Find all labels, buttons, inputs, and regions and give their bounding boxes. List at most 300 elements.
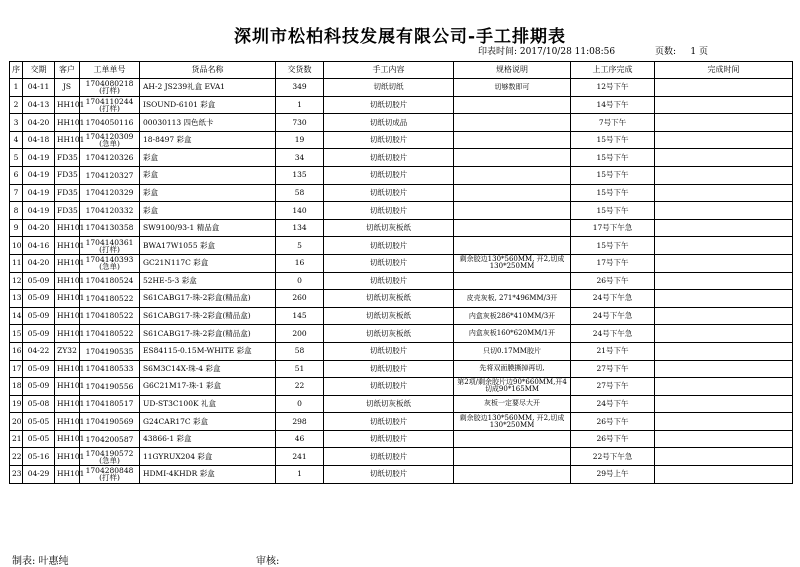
cell-customer: HH101 — [55, 114, 80, 132]
cell-prev: 15号下午 — [571, 131, 655, 149]
cell-prev: 24号下午急 — [571, 290, 655, 308]
cell-order — [80, 395, 140, 413]
page-value: 1 页 — [690, 47, 708, 57]
order-number: 1704190569 — [85, 417, 134, 427]
cell-seq: 21 — [10, 430, 23, 448]
order-number: 1704120329 — [85, 188, 134, 198]
cell-qty: 16 — [276, 254, 324, 272]
cell-name: 52HE-5-3 彩盒 — [140, 272, 276, 290]
order-number: 1704110244 — [85, 96, 134, 106]
cell-date: 04-19 — [23, 202, 55, 220]
table-row — [10, 166, 793, 184]
cell-qty: 0 — [276, 272, 324, 290]
cell-content: 切纸切胶片 — [324, 342, 454, 360]
cell-prev: 15号下午 — [571, 184, 655, 202]
table-row — [10, 395, 793, 413]
schedule-table — [9, 61, 793, 484]
order-number: 1704180524 — [85, 276, 134, 286]
cell-content: 切纸切灰板纸 — [324, 290, 454, 308]
cell-customer: HH101 — [55, 395, 80, 413]
order-number: 1704130358 — [85, 223, 134, 233]
cell-spec — [454, 96, 571, 114]
cell-done — [655, 202, 793, 220]
order-note: (急单) — [99, 262, 120, 272]
cell-date: 04-20 — [23, 254, 55, 272]
cell-content: 切纸切灰板纸 — [324, 219, 454, 237]
cell-customer: JS — [55, 79, 80, 97]
table-row — [10, 114, 793, 132]
cell-content: 切纸切胶片 — [324, 202, 454, 220]
cell-qty: 298 — [276, 413, 324, 431]
cell-spec — [454, 448, 571, 466]
cell-qty: 145 — [276, 307, 324, 325]
cell-done — [655, 166, 793, 184]
cell-qty: 19 — [276, 131, 324, 149]
cell-seq: 3 — [10, 114, 23, 132]
cell-done — [655, 184, 793, 202]
cell-date: 04-11 — [23, 79, 55, 97]
order-number: 1704190572 — [85, 448, 134, 458]
cell-name: 00030113 四色纸卡 — [140, 114, 276, 132]
cell-qty: 58 — [276, 342, 324, 360]
table-row — [10, 378, 793, 396]
cell-order — [80, 290, 140, 308]
order-number: 1704050116 — [85, 117, 134, 127]
header-spec: 规格说明 — [454, 62, 571, 79]
cell-date: 04-19 — [23, 166, 55, 184]
cell-qty: 58 — [276, 184, 324, 202]
cell-order — [80, 430, 140, 448]
print-time-label: 印表时间: — [478, 47, 518, 57]
report-title: 深圳市松柏科技发展有限公司-手工排期表 — [233, 27, 567, 47]
cell-qty: 0 — [276, 395, 324, 413]
header-row — [10, 62, 793, 79]
cell-content: 切纸切灰板纸 — [324, 395, 454, 413]
cell-qty: 140 — [276, 202, 324, 220]
cell-prev: 7号下午 — [571, 114, 655, 132]
cell-prev: 26号下午 — [571, 430, 655, 448]
cell-content: 切纸切胶片 — [324, 254, 454, 272]
cell-done — [655, 378, 793, 396]
cell-content: 切纸切胶片 — [324, 360, 454, 378]
table-row — [10, 149, 793, 167]
cell-customer: HH101 — [55, 254, 80, 272]
table-row — [10, 430, 793, 448]
print-time-value: 2017/10/28 11:08:56 — [519, 47, 616, 57]
cell-seq: 15 — [10, 325, 23, 343]
cell-done — [655, 114, 793, 132]
table-row — [10, 307, 793, 325]
order-number: 1704180533 — [85, 364, 134, 374]
cell-order — [80, 202, 140, 220]
cell-date: 04-29 — [23, 466, 55, 484]
cell-seq: 19 — [10, 395, 23, 413]
cell-name: GC21N117C 彩盒 — [140, 254, 276, 272]
cell-name: ISOUND-6101 彩盒 — [140, 96, 276, 114]
cell-date: 04-16 — [23, 237, 55, 255]
cell-name: S61CABG17-珠-2彩盒(精品盒) — [140, 290, 276, 308]
cell-prev: 24号下午急 — [571, 325, 655, 343]
cell-content: 切纸切胶片 — [324, 149, 454, 167]
cell-name: 彩盒 — [140, 202, 276, 220]
cell-order — [80, 184, 140, 202]
cell-seq: 18 — [10, 378, 23, 396]
cell-date: 05-09 — [23, 307, 55, 325]
cell-seq: 1 — [10, 79, 23, 97]
cell-date: 04-18 — [23, 131, 55, 149]
cell-done — [655, 131, 793, 149]
cell-seq: 17 — [10, 360, 23, 378]
cell-content: 切纸切胶片 — [324, 184, 454, 202]
cell-customer: HH101 — [55, 290, 80, 308]
cell-customer: HH101 — [55, 466, 80, 484]
cell-prev: 22号下午急 — [571, 448, 655, 466]
cell-spec: 切够数即可 — [454, 79, 571, 97]
cell-order — [80, 413, 140, 431]
cell-name: BWA17W1055 彩盒 — [140, 237, 276, 255]
order-number: 1704180522 — [85, 311, 134, 321]
cell-prev: 17号下午急 — [571, 219, 655, 237]
order-number: 1704080218 — [85, 79, 134, 89]
cell-done — [655, 325, 793, 343]
cell-spec — [454, 166, 571, 184]
cell-seq: 13 — [10, 290, 23, 308]
table-row — [10, 448, 793, 466]
cell-seq: 7 — [10, 184, 23, 202]
cell-spec: 皮壳灰板, 271*496MM/3开 — [454, 290, 571, 308]
cell-seq: 5 — [10, 149, 23, 167]
cell-date: 05-09 — [23, 290, 55, 308]
page-label: 页数: — [655, 47, 677, 57]
cell-customer: HH101 — [55, 219, 80, 237]
cell-spec — [454, 114, 571, 132]
table-row — [10, 290, 793, 308]
cell-content: 切纸切胶片 — [324, 272, 454, 290]
cell-order — [80, 360, 140, 378]
header-name: 货品名称 — [140, 62, 276, 79]
cell-seq: 23 — [10, 466, 23, 484]
cell-prev: 21号下午 — [571, 342, 655, 360]
maker-label: 制表: — [12, 556, 36, 567]
cell-date: 04-19 — [23, 184, 55, 202]
cell-spec — [454, 466, 571, 484]
cell-seq: 22 — [10, 448, 23, 466]
cell-spec — [454, 430, 571, 448]
cell-qty: 241 — [276, 448, 324, 466]
cell-prev: 12号下午 — [571, 79, 655, 97]
table-row — [10, 254, 793, 272]
cell-spec: 灰板一定要尽大开 — [454, 395, 571, 413]
cell-seq: 14 — [10, 307, 23, 325]
cell-customer: FD35 — [55, 184, 80, 202]
cell-done — [655, 360, 793, 378]
cell-spec: 先将双面膜撕掉再切, — [454, 360, 571, 378]
cell-done — [655, 430, 793, 448]
cell-date: 04-20 — [23, 114, 55, 132]
cell-done — [655, 254, 793, 272]
cell-content: 切纸切胶片 — [324, 237, 454, 255]
cell-order — [80, 219, 140, 237]
cell-done — [655, 290, 793, 308]
cell-customer: HH101 — [55, 413, 80, 431]
cell-prev: 29号上午 — [571, 466, 655, 484]
cell-spec: 剩余胶边130*560MM, 开2,切成130*250MM — [454, 413, 571, 431]
cell-prev: 26号下午 — [571, 413, 655, 431]
cell-name: HDMI-4KHDR 彩盒 — [140, 466, 276, 484]
table-row — [10, 272, 793, 290]
cell-spec: 内盒灰板286*410MM/3开 — [454, 307, 571, 325]
cell-content: 切纸切灰板纸 — [324, 307, 454, 325]
table-row — [10, 325, 793, 343]
cell-done — [655, 448, 793, 466]
cell-qty: 1 — [276, 466, 324, 484]
cell-order — [80, 96, 140, 114]
cell-spec: 第2项/剩余胶片边90*660MM,开4切成90*165MM — [454, 378, 571, 396]
cell-name: SW9100/93-1 精品盒 — [140, 219, 276, 237]
order-note: (打样) — [99, 244, 120, 254]
table-row — [10, 466, 793, 484]
order-number: 1704120326 — [85, 153, 134, 163]
cell-content: 切纸切胶片 — [324, 96, 454, 114]
reviewer — [256, 552, 279, 567]
cell-customer: FD35 — [55, 202, 80, 220]
cell-customer: FD35 — [55, 166, 80, 184]
cell-content: 切纸切纸 — [324, 79, 454, 97]
cell-date: 05-09 — [23, 378, 55, 396]
cell-prev: 24号下午 — [571, 395, 655, 413]
cell-customer: HH101 — [55, 96, 80, 114]
order-number: 1704180517 — [85, 399, 134, 409]
cell-seq: 10 — [10, 237, 23, 255]
cell-name: AH-2 JS239礼盒 EVA1 — [140, 79, 276, 97]
cell-content: 切纸切胶片 — [324, 413, 454, 431]
cell-content: 切纸切胶片 — [324, 131, 454, 149]
order-note: (打样) — [99, 86, 120, 96]
cell-qty: 34 — [276, 149, 324, 167]
cell-order — [80, 325, 140, 343]
cell-prev: 15号下午 — [571, 202, 655, 220]
header-content: 手工内容 — [324, 62, 454, 79]
cell-name: S61CABG17-珠-2彩盒(精品盒) — [140, 325, 276, 343]
header-customer: 客户 — [55, 62, 80, 79]
cell-done — [655, 307, 793, 325]
cell-name: 11GYRUX204 彩盒 — [140, 448, 276, 466]
order-number: 1704120309 — [85, 131, 134, 141]
cell-order — [80, 79, 140, 97]
cell-content: 切纸切胶片 — [324, 466, 454, 484]
cell-seq: 11 — [10, 254, 23, 272]
cell-name: S61CABG17-珠-2彩盒(精品盒) — [140, 307, 276, 325]
table-row — [10, 219, 793, 237]
order-number: 1704140393 — [85, 255, 134, 265]
cell-prev: 27号下午 — [571, 378, 655, 396]
cell-qty: 22 — [276, 378, 324, 396]
order-number: 1704280848 — [85, 466, 134, 476]
order-number: 1704120327 — [85, 170, 134, 180]
cell-prev: 15号下午 — [571, 237, 655, 255]
cell-date: 04-22 — [23, 342, 55, 360]
cell-customer: FD35 — [55, 149, 80, 167]
cell-seq: 20 — [10, 413, 23, 431]
cell-seq: 12 — [10, 272, 23, 290]
cell-name: G6C21M17-珠-1 彩盒 — [140, 378, 276, 396]
cell-date: 05-09 — [23, 360, 55, 378]
header-done: 完成时间 — [655, 62, 793, 79]
maker — [12, 552, 69, 567]
cell-qty: 730 — [276, 114, 324, 132]
cell-date: 04-20 — [23, 219, 55, 237]
cell-customer: HH101 — [55, 430, 80, 448]
cell-customer: HH101 — [55, 131, 80, 149]
cell-done — [655, 237, 793, 255]
cell-prev: 14号下午 — [571, 96, 655, 114]
cell-spec — [454, 237, 571, 255]
order-number: 1704190556 — [85, 381, 134, 391]
cell-content: 切纸切灰板纸 — [324, 325, 454, 343]
cell-name: 43866-1 彩盒 — [140, 430, 276, 448]
cell-date: 05-16 — [23, 448, 55, 466]
cell-name: ES84115-0.15M-WHITE 彩盒 — [140, 342, 276, 360]
cell-name: 彩盒 — [140, 149, 276, 167]
table-row — [10, 413, 793, 431]
cell-order — [80, 272, 140, 290]
cell-name: UD-ST3C100K 礼盒 — [140, 395, 276, 413]
cell-prev: 24号下午急 — [571, 307, 655, 325]
page-count — [655, 44, 708, 57]
order-note: (急单) — [99, 139, 120, 149]
cell-date: 04-13 — [23, 96, 55, 114]
print-time — [478, 44, 615, 57]
cell-order — [80, 466, 140, 484]
cell-done — [655, 395, 793, 413]
cell-order — [80, 342, 140, 360]
cell-content: 切纸切胶片 — [324, 378, 454, 396]
cell-qty: 135 — [276, 166, 324, 184]
cell-order — [80, 166, 140, 184]
cell-customer: HH101 — [55, 307, 80, 325]
header-order: 工单单号 — [80, 62, 140, 79]
cell-spec — [454, 131, 571, 149]
maker-name: 叶惠纯 — [38, 556, 69, 567]
cell-customer: HH101 — [55, 237, 80, 255]
cell-seq: 16 — [10, 342, 23, 360]
cell-spec: 内盒灰板160*620MM/1开 — [454, 325, 571, 343]
cell-order — [80, 149, 140, 167]
cell-prev: 17号下午 — [571, 254, 655, 272]
cell-qty: 46 — [276, 430, 324, 448]
header-seq: 序 — [10, 62, 23, 79]
cell-customer: HH101 — [55, 360, 80, 378]
cell-done — [655, 219, 793, 237]
cell-done — [655, 96, 793, 114]
cell-customer: HH101 — [55, 448, 80, 466]
order-number: 1704140361 — [85, 237, 134, 247]
order-number: 1704200587 — [85, 434, 134, 444]
cell-date: 05-09 — [23, 272, 55, 290]
cell-order — [80, 307, 140, 325]
header-qty: 交货数 — [276, 62, 324, 79]
cell-spec — [454, 149, 571, 167]
cell-qty: 51 — [276, 360, 324, 378]
cell-done — [655, 79, 793, 97]
order-number: 1704190535 — [85, 346, 134, 356]
order-note: (急单) — [99, 455, 120, 465]
cell-date: 05-05 — [23, 413, 55, 431]
cell-order — [80, 448, 140, 466]
cell-qty: 349 — [276, 79, 324, 97]
cell-qty: 134 — [276, 219, 324, 237]
table-row — [10, 184, 793, 202]
cell-prev: 15号下午 — [571, 166, 655, 184]
table-row — [10, 237, 793, 255]
cell-customer: ZY32 — [55, 342, 80, 360]
cell-done — [655, 272, 793, 290]
cell-order — [80, 254, 140, 272]
table-row — [10, 79, 793, 97]
cell-seq: 2 — [10, 96, 23, 114]
cell-customer: HH101 — [55, 378, 80, 396]
cell-customer: HH101 — [55, 325, 80, 343]
cell-done — [655, 342, 793, 360]
cell-name: S6M3C14X-珠-4 彩盒 — [140, 360, 276, 378]
cell-prev: 15号下午 — [571, 149, 655, 167]
order-note: (打样) — [99, 473, 120, 483]
table-row — [10, 342, 793, 360]
cell-content: 切纸切胶片 — [324, 430, 454, 448]
cell-done — [655, 413, 793, 431]
cell-prev: 27号下午 — [571, 360, 655, 378]
cell-done — [655, 466, 793, 484]
cell-order — [80, 114, 140, 132]
cell-spec — [454, 202, 571, 220]
cell-qty: 1 — [276, 96, 324, 114]
cell-name: 彩盒 — [140, 184, 276, 202]
cell-customer: HH101 — [55, 272, 80, 290]
cell-order — [80, 131, 140, 149]
cell-date: 05-09 — [23, 325, 55, 343]
cell-spec: 剩余胶边130*560MM, 开2,切成130*250MM — [454, 254, 571, 272]
order-number: 1704180522 — [85, 293, 134, 303]
table-row — [10, 360, 793, 378]
table-row — [10, 131, 793, 149]
cell-spec: 只切0.17MM胶片 — [454, 342, 571, 360]
cell-name: G24CAR17C 彩盒 — [140, 413, 276, 431]
cell-order — [80, 237, 140, 255]
cell-seq: 8 — [10, 202, 23, 220]
cell-content: 切纸切成品 — [324, 114, 454, 132]
cell-spec — [454, 184, 571, 202]
cell-content: 切纸切胶片 — [324, 166, 454, 184]
order-note: (打样) — [99, 103, 120, 113]
cell-date: 04-19 — [23, 149, 55, 167]
cell-qty: 200 — [276, 325, 324, 343]
cell-spec — [454, 272, 571, 290]
cell-spec — [454, 219, 571, 237]
review-label: 审核: — [256, 556, 280, 567]
cell-seq: 4 — [10, 131, 23, 149]
order-number: 1704120332 — [85, 205, 134, 215]
cell-done — [655, 149, 793, 167]
cell-qty: 260 — [276, 290, 324, 308]
cell-prev: 26号下午 — [571, 272, 655, 290]
order-number: 1704180522 — [85, 329, 134, 339]
header-date: 交期 — [23, 62, 55, 79]
cell-content: 切纸切胶片 — [324, 448, 454, 466]
table-row — [10, 96, 793, 114]
cell-seq: 6 — [10, 166, 23, 184]
cell-date: 05-08 — [23, 395, 55, 413]
table-row — [10, 202, 793, 220]
